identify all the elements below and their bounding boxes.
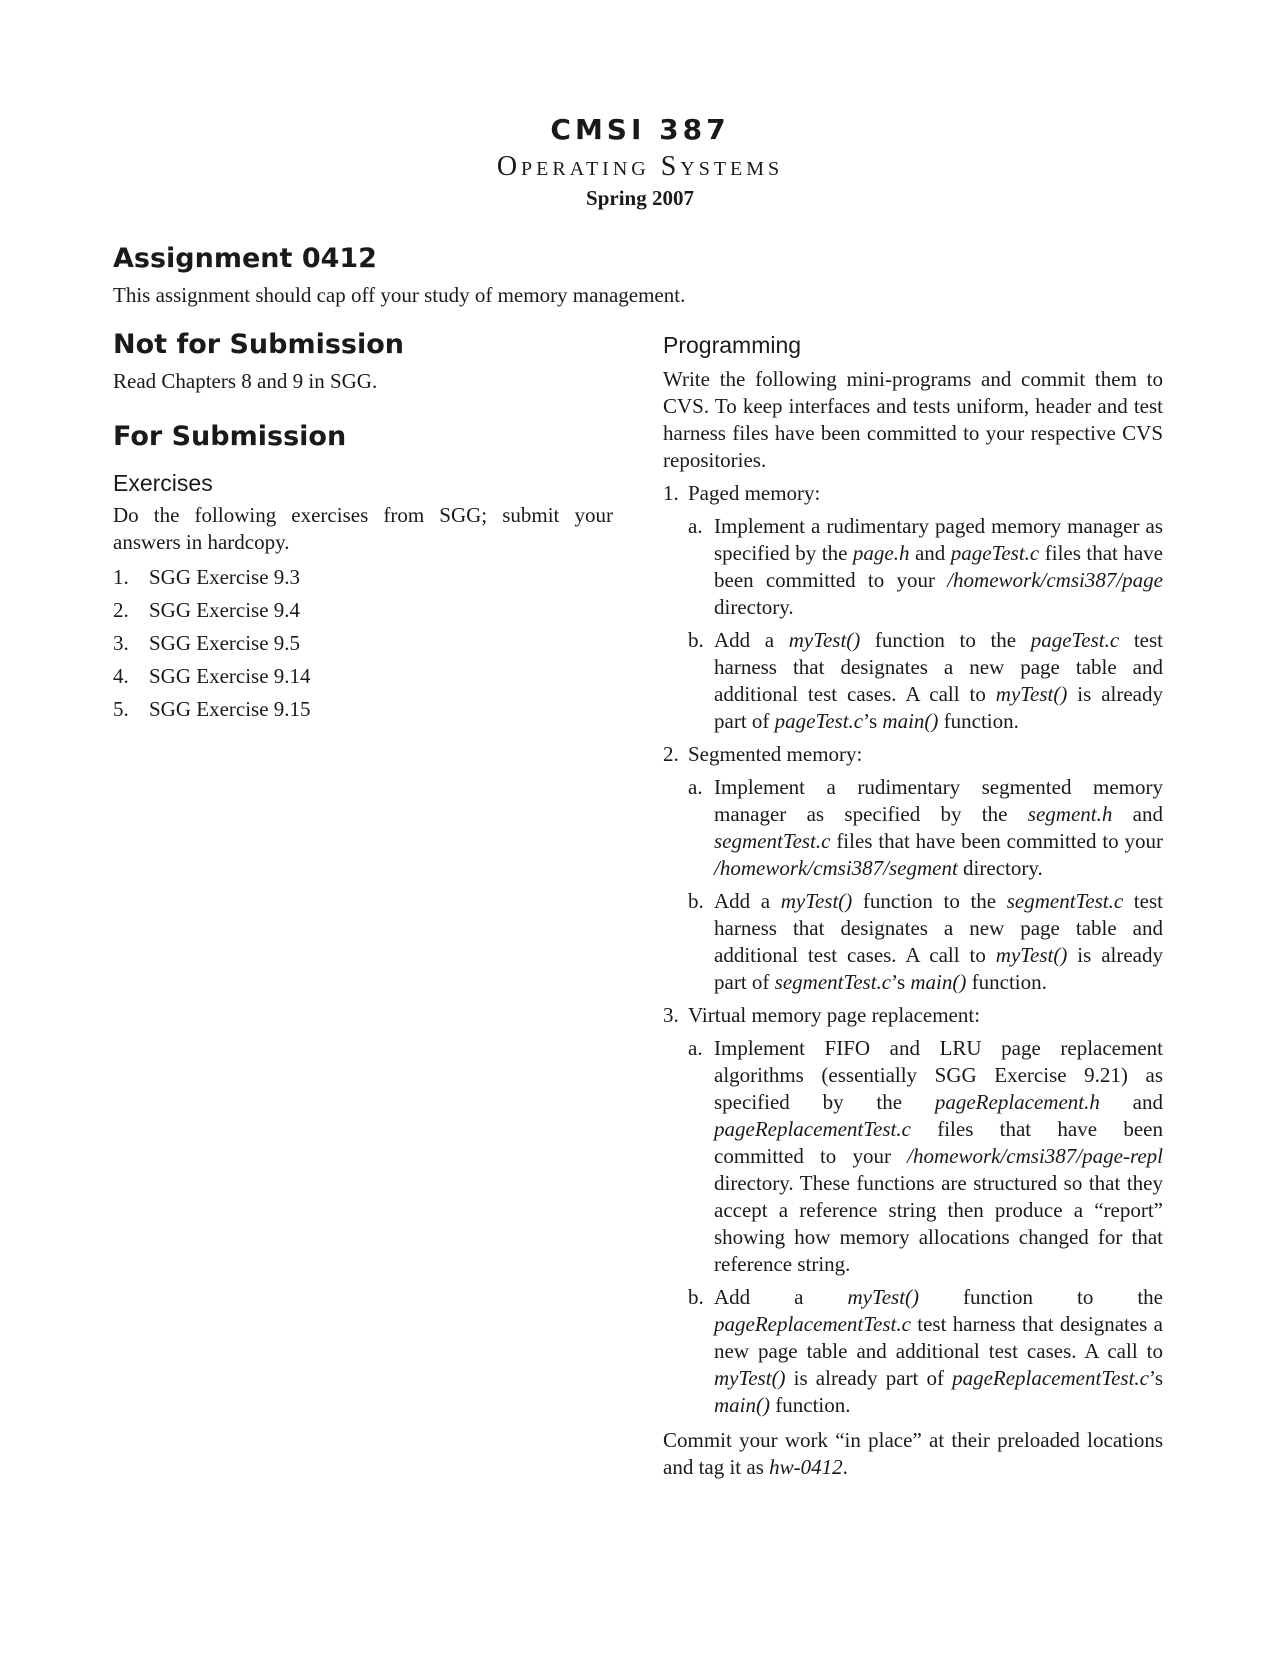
exercises-heading: Exercises (113, 470, 213, 496)
programming-heading: Programming (663, 332, 802, 358)
programming-intro: Write the following mini-programs and commit them to CVS. To keep interfaces and tests uniform, header and test harness files have been committed to your respective CVS repositories. (663, 367, 1163, 472)
task-1 (663, 480, 1163, 507)
task-2 (663, 741, 1163, 768)
list-item (113, 630, 613, 657)
reading-text: Read Chapters 8 and 9 in SGG. (113, 369, 378, 393)
assignment-intro (113, 242, 1173, 309)
task-number: 2. (663, 742, 679, 766)
task-1a (688, 513, 1163, 621)
exercise-label: SGG Exercise 9.14 (149, 664, 311, 688)
file-name: pageReplacementTest.c (714, 1312, 911, 1336)
exercise-label: SGG Exercise 9.3 (149, 565, 301, 589)
function-name: myTest() (847, 1285, 920, 1309)
file-name: pageTest.c (950, 541, 1040, 565)
exercise-label: SGG Exercise 9.5 (149, 631, 301, 655)
exercise-label: SGG Exercise 9.4 (149, 598, 301, 622)
subtask-text: Add a myTest() function to the pageReplacementTest.c test harness that designates a new page table and additional test cases. A call to myTest() is already part of pageReplacementTest.c’s main() function. (714, 1285, 1163, 1417)
function-name: myTest() (788, 628, 861, 652)
subtask-text: Add a myTest() function to the segmentTest.c test harness that designates a new page table and additional test cases. A call to myTest() is already part of segmentTest.c’s main() function. (714, 889, 1163, 994)
directory-path: /homework/cmsi387/segment (714, 856, 958, 880)
file-name: page.h (852, 541, 910, 565)
subtask-number: b. (688, 628, 704, 652)
exercises-text: Do the following exercises from SGG; submit your answers in hardcopy. (113, 503, 613, 554)
function-name: myTest() (780, 889, 853, 913)
function-name: main() (910, 970, 967, 994)
task-number: 1. (663, 481, 679, 505)
task-label: Virtual memory page replacement: (688, 1003, 981, 1027)
function-name: main() (882, 709, 939, 733)
list-number: 2. (113, 598, 129, 622)
subtask-text: Implement a rudimentary segmented memory manager as specified by the segment.h and segmentTest.c files that have been committed to your /homework/cmsi387/segment directory. (714, 775, 1163, 880)
closing-text: Commit your work “in place” at their preloaded locations and tag it as hw-0412. (663, 1428, 1163, 1479)
not-for-submission-heading: Not for Submission (113, 329, 405, 360)
left-column (113, 328, 613, 729)
file-name: segmentTest.c (714, 829, 831, 853)
task-2b (688, 888, 1163, 996)
function-name: main() (714, 1393, 770, 1417)
directory-path: /homework/cmsi387/page (947, 568, 1163, 592)
exercise-label: SGG Exercise 9.15 (149, 697, 311, 721)
subtask-number: a. (688, 1036, 703, 1060)
file-name: segment.h (1027, 802, 1113, 826)
right-column (663, 330, 1163, 1481)
list-item (113, 696, 613, 723)
file-name: segmentTest.c (774, 970, 892, 994)
task-label: Segmented memory: (688, 742, 863, 766)
function-name: myTest() (995, 682, 1068, 706)
semester: Spring 2007 (586, 186, 694, 210)
subtask-text: Implement FIFO and LRU page replacement algorithms (essentially SGG Exercise 9.21) as specified by the pageReplacement.h and pageReplacementTest.c files that have been committed to your /homework/cmsi387/page-repl directory. These functions are structured so that they accept a reference string then produce a “report” showing how memory allocations changed for that reference string. (714, 1036, 1163, 1276)
task-3 (663, 1002, 1163, 1029)
task-2a (688, 774, 1163, 882)
directory-path: /homework/cmsi387/page-repl (907, 1144, 1163, 1168)
file-name: pageTest.c (1030, 628, 1120, 652)
subtask-number: b. (688, 889, 704, 913)
tag-name: hw-0412 (769, 1455, 843, 1479)
task-3b (688, 1284, 1163, 1419)
course-header (0, 112, 1280, 212)
list-item (113, 564, 613, 591)
list-number: 1. (113, 565, 129, 589)
file-name: pageReplacement.h (934, 1090, 1100, 1114)
subtask-text: Add a myTest() function to the pageTest.c test harness that designates a new page table and additional test cases. A call to myTest() is already part of pageTest.c’s main() function. (714, 628, 1163, 733)
subtask-number: b. (688, 1285, 704, 1309)
assignment-description: This assignment should cap off your study of memory management. (113, 283, 686, 307)
function-name: myTest() (714, 1366, 786, 1390)
exercise-list (113, 564, 613, 723)
course-name: Operating Systems (496, 151, 784, 182)
list-number: 3. (113, 631, 129, 655)
function-name: myTest() (995, 943, 1068, 967)
task-label: Paged memory: (688, 481, 821, 505)
course-code: CMSI 387 (550, 113, 730, 146)
list-number: 4. (113, 664, 129, 688)
file-name: pageReplacementTest.c (952, 1366, 1149, 1390)
for-submission-heading: For Submission (113, 421, 347, 452)
assignment-title: Assignment 0412 (113, 243, 377, 274)
subtask-number: a. (688, 514, 703, 538)
list-number: 5. (113, 697, 129, 721)
task-1b (688, 627, 1163, 735)
subtask-text: Implement a rudimentary paged memory manager as specified by the page.h and pageTest.c files that have been committed to your /homework/cmsi387/page directory. (714, 514, 1163, 619)
task-3a (688, 1035, 1163, 1278)
task-number: 3. (663, 1003, 679, 1027)
list-item (113, 597, 613, 624)
file-name: pageTest.c (774, 709, 864, 733)
file-name: segmentTest.c (1006, 889, 1124, 913)
file-name: pageReplacementTest.c (714, 1117, 911, 1141)
subtask-number: a. (688, 775, 703, 799)
list-item (113, 663, 613, 690)
